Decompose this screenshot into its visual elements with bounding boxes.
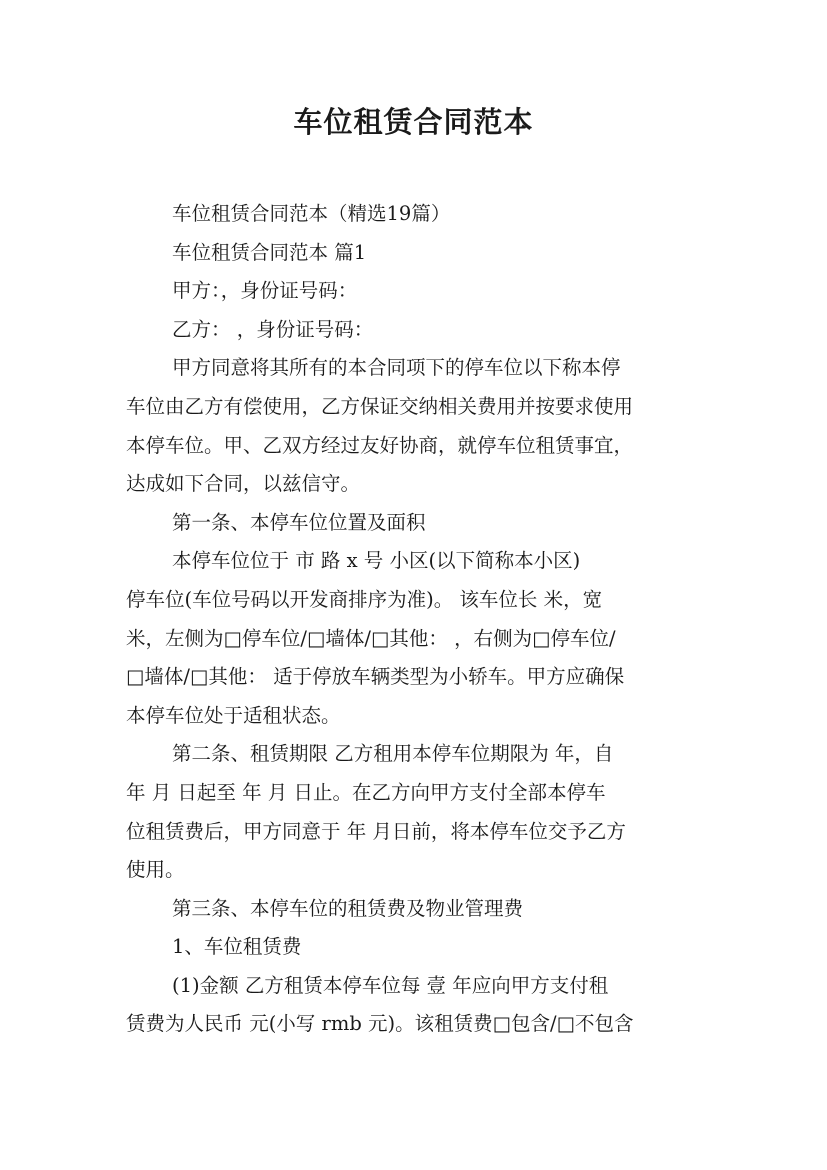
document-line: 本停车位位于 市 路 x 号 小区(以下简称本小区) [172,549,581,573]
document-line: 赁费为人民币 元(小写 rmb 元)。该租赁费□包含/□不包含 [126,1012,634,1036]
document-line: (1)金额 乙方租赁本停车位每 壹 年应向甲方支付租 [172,973,609,997]
document-line: 车位由乙方有偿使用，乙方保证交纳相关费用并按要求使用 [126,394,634,418]
document-line: 车位租赁合同范本 篇1 [172,240,367,264]
document-line: 达成如下合同，以兹信守。 [126,472,361,496]
document-title: 车位租赁合同范本 [293,105,534,139]
document-line: 甲方：，身份证号码： [172,279,358,303]
document-line: 甲方同意将其所有的本合同项下的停车位以下称本停 [172,356,621,380]
document-line: 车位租赁合同范本（精选19篇） [172,202,451,225]
document-line: 第三条、本停车位的租赁费及物业管理费 [172,896,524,920]
document-line: 第一条、本停车位位置及面积 [172,510,426,534]
document-line: 1、车位租赁费 [172,935,302,959]
document-body [126,195,708,1044]
document-line: 本停车位。甲、乙双方经过友好协商，就停车位租赁事宜， [126,433,634,457]
document-line: 使用。 [126,858,185,882]
document-line: 停车位(车位号码以开发商排序为准)。 该车位长 米，宽 [126,587,603,611]
document-line: 乙方： ，身份证号码： [172,317,374,341]
document-line: 年 月 日起至 年 月 日止。在乙方向甲方支付全部本停车 [126,780,606,804]
document-line: 本停车位处于适租状态。 [126,703,341,727]
document-line: □墙体/□其他： 适于停放车辆类型为小轿车。甲方应确保 [126,665,625,689]
document-line: 第二条、租赁期限 乙方租用本停车位期限为 年，自 [172,742,614,766]
document-line: 米，左侧为□停车位/□墙体/□其他： ，右侧为□停车位/ [126,626,616,650]
document-line: 位租赁费后，甲方同意于 年 月日前，将本停车位交予乙方 [126,819,626,843]
